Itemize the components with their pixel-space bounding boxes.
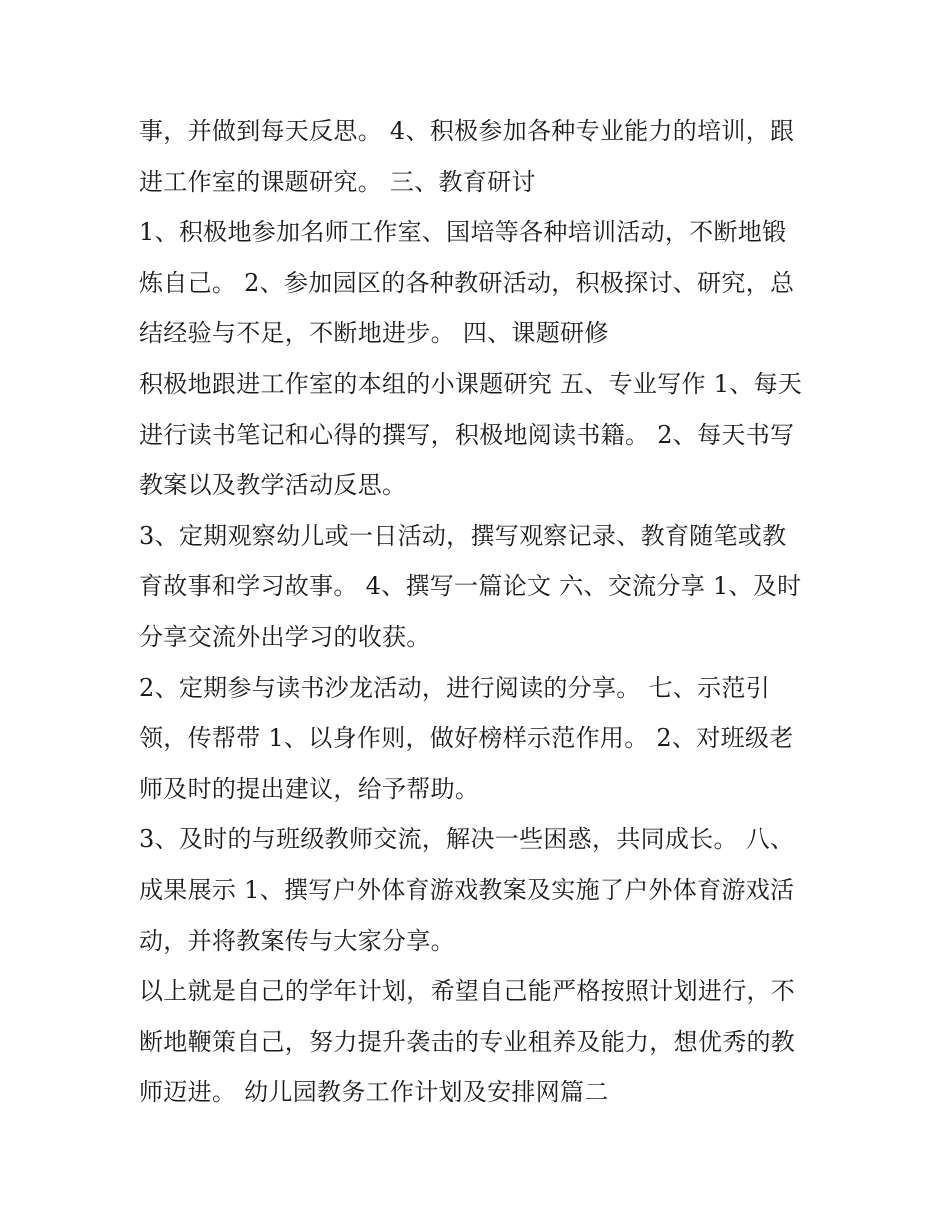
text-line: 2、定期参与读书沙龙活动，进行阅读的分享。 七、示范引 <box>139 673 770 702</box>
text-line: 1、积极地参加名师工作室、国培等各种培训活动，不断地锻 <box>139 218 787 247</box>
text-line: 育故事和学习故事。 4、撰写一篇论文 六、交流分享 1、及时 <box>139 572 802 601</box>
text-line: 领，传帮带 1、以身作则，做好榜样示范作用。 2、对班级老 <box>139 724 794 753</box>
text-line: 3、定期观察幼儿或一日活动，撰写观察记录、教育随笔或教 <box>139 521 787 550</box>
text-line: 积极地跟进工作室的本组的小课题研究 五、专业写作 1、每天 <box>139 369 803 398</box>
text-line: 师迈进。 幼儿园教务工作计划及安排网篇二 <box>139 1078 609 1107</box>
document-body <box>139 106 829 1118</box>
text-line: 结经验与不足，不断地进步。 四、课题研修 <box>139 319 609 348</box>
text-line: 进工作室的课题研究。 三、教育研讨 <box>139 167 536 196</box>
text-line: 进行读书笔记和心得的撰写，积极地阅读书籍。 2、每天书写 <box>139 420 795 449</box>
text-line: 分享交流外出学习的收获。 <box>139 622 431 651</box>
text-line: 3、及时的与班级教师交流，解决一些困惑，共同成长。 八、 <box>139 825 795 854</box>
text-line: 动，并将教案传与大家分享。 <box>139 926 455 955</box>
text-line: 事，并做到每天反思。 4、积极参加各种专业能力的培训，跟 <box>139 117 795 145</box>
text-line: 教案以及教学活动反思。 <box>139 471 407 500</box>
text-line: 断地鞭策自己，努力提升袭击的专业租养及能力，想优秀的教 <box>139 1027 796 1056</box>
text-line: 师及时的提出建议，给予帮助。 <box>139 774 480 803</box>
text-line: 成果展示 1、撰写户外体育游戏教案及实施了户外体育游戏活 <box>139 875 795 904</box>
text-line: 炼自己。 2、参加园区的各种教研活动，积极探讨、研究，总 <box>139 268 795 297</box>
text-line: 以上就是自己的学年计划，希望自己能严格按照计划进行，不 <box>139 977 796 1006</box>
